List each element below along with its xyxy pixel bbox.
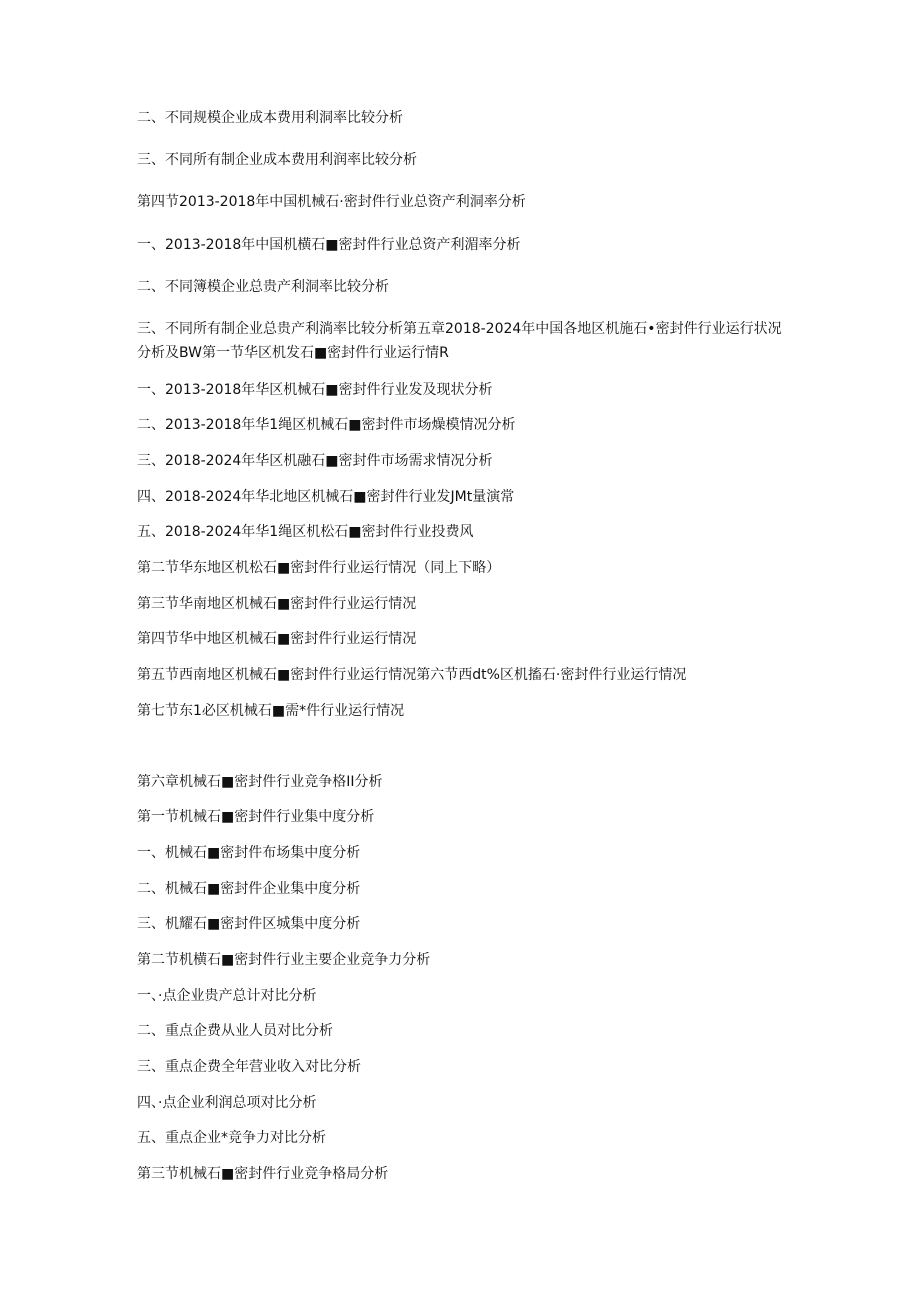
toc-line-17: 第六章机械石■密封件行业竞争格II分析 (137, 774, 383, 790)
toc-line-19: 一、机械石■密封件布场集中度分析 (137, 845, 361, 861)
toc-line-9: 三、2018-2024年华区机融石■密封件市场需求情况分析 (137, 453, 493, 469)
toc-line-13: 第三节华南地区机械石■密封件行业运行情况 (137, 596, 417, 612)
toc-line-24: 二、重点企费从业人员对比分析 (137, 1023, 333, 1039)
toc-line-3: 第四节2013-2018年中国机械石·密封件行业总资产利洞率分析 (137, 194, 526, 210)
toc-line-20: 二、机械石■密封件企业集中度分析 (137, 881, 361, 897)
toc-line-23: 一、·点企业贵产总计对比分析 (137, 988, 317, 1004)
toc-line-14: 第四节华中地区机械石■密封件行业运行情况 (137, 631, 417, 647)
toc-line-10: 四、2018-2024年华北地区机械石■密封件行业发JMt量演常 (137, 489, 515, 505)
toc-line-5: 二、不同簿模企业总贵产利洞率比较分析 (137, 279, 389, 295)
toc-line-25: 三、重点企费全年营业收入对比分析 (137, 1059, 361, 1075)
toc-line-18: 第一节机械石■密封件行业集中度分析 (137, 809, 375, 825)
toc-line-16: 第七节东1必区机械石■需*件行业运行情况 (137, 703, 405, 719)
toc-line-26: 四、·点企业利润总项对比分析 (137, 1095, 317, 1111)
toc-line-11: 五、2018-2024年华1绳区机松石■密封件行业投费风 (137, 524, 474, 540)
toc-line-21: 三、机耀石■密封件区城集中度分析 (137, 916, 361, 932)
toc-line-22: 第二节机横石■密封件行业主要企业竞争力分析 (137, 952, 431, 968)
toc-line-28: 第三节机械石■密封件行业竞争格局分析 (137, 1166, 389, 1182)
toc-line-8: 二、2013-2018年华1绳区机械石■密封件市场燥模情况分析 (137, 417, 516, 433)
toc-line-15: 第五节西南地区机械石■密封件行业运行情况第六节西dt%区机搐石·密封件行业运行情况 (137, 667, 687, 683)
toc-line-1: 二、不同规模企业成本费用利洞率比较分析 (137, 110, 403, 126)
toc-line-4: 一、2013-2018年中国机横石■密封件行业总资产利湄率分析 (137, 237, 521, 253)
toc-line-7: 一、2013-2018年华区机械石■密封件行业发及现状分析 (137, 382, 493, 398)
toc-line-27: 五、重点企业*竞争力对比分析 (137, 1130, 326, 1146)
toc-line-12: 第二节华东地区机松石■密封件行业运行情况（同上下略） (137, 560, 501, 576)
toc-line-6: 三、不同所有制企业总贵产利淌率比较分析第五章2018-2024年中国各地区机施石•密封件行业运行状况分析及BW第一节华区机发石■密封件行业运行情R (137, 321, 782, 361)
toc-line-2: 三、不同所有制企业成本费用利润率比较分析 (137, 152, 417, 168)
